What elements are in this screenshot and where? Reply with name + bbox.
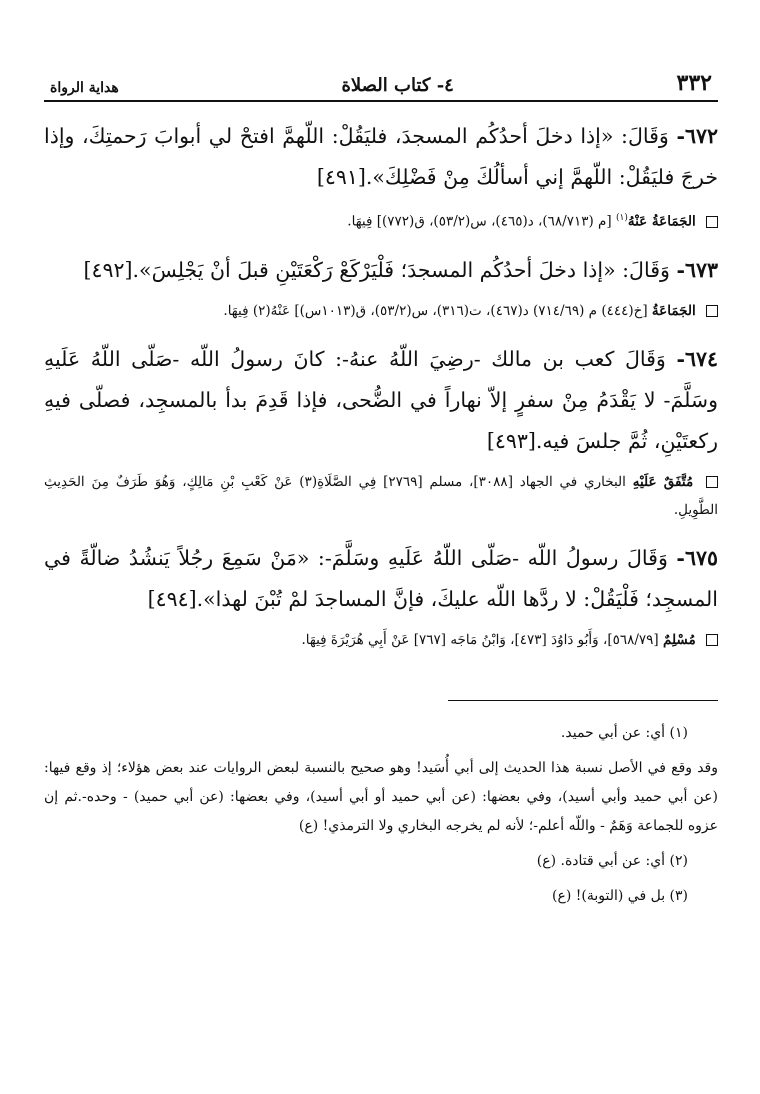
square-bullet-icon (706, 305, 718, 317)
hadith-body: وَقَالَ كعب بن مالك -رضِيَ اللّهُ عنهُ-: كانَ رسولُ اللّه -صَلّى اللّهُ عَلَيهِ وسَلَّمَ- لا يَقْدَمُ مِنْ سفرٍ إلاّ نهاراً في الضُّحى، فإذا قَدِمَ بدأ بالمسجِد، فصلّى فيهِ ركعتَيْنِ، ثُمَّ جلسَ فيه.[٤٩٣] (44, 346, 718, 453)
footnote: (٢) أي: عن أبي قتادة. (ع) (536, 852, 688, 869)
hadith-takhrij (44, 204, 718, 236)
takhrij-rest: [٥٦٨/٧٩]، وَأَبُو دَاوُدَ [٤٧٣]، وَابْنُ مَاجَه [٧٦٧] عَنْ أَبِي هُرَيْرَةَ فِيهَا. (301, 631, 663, 648)
takhrij-rest: البخاري في الجهاد [٣٠٨٨]، مسلم [٢٧٦٩] فِي الصَّلَاةِ(٣) عَنْ كَعْبِ بْنِ مَالِكٍ، وَهُوَ طَرَفٌ مِنَ الحَدِيثِ الطَّوِيلِ. (44, 473, 718, 518)
footnote-divider (448, 700, 718, 701)
takhrij-label: مُتَّفَقٌ عَلَيْهِ (632, 473, 694, 490)
takhrij-rest: [خ(٤٤٤) م (٧١٤/٦٩) د(٤٦٧)، ت(٣١٦)، س(٥٣/٢)، ق(١٠١٣س)] عَنْهُ(٢) فِيهَا. (223, 302, 652, 319)
hadith-number: ٦٧٣- (676, 257, 718, 282)
hadith-text (44, 250, 718, 291)
chapter-title: ٤- كتاب الصلاة (341, 75, 454, 96)
hadith-block (44, 116, 718, 236)
page-number: ٣٣٢ (676, 70, 712, 96)
hadith-block (44, 250, 718, 325)
hadith-number: ٦٧٥- (676, 545, 718, 570)
hadith-takhrij (44, 297, 718, 325)
takhrij-label: الجَمَاعَةُ عَنْهُ (627, 213, 696, 230)
takhrij-label: الجَمَاعَةُ (651, 302, 696, 319)
page-header (44, 60, 718, 102)
hadith-text (44, 538, 718, 620)
book-title: هداية الرواة (50, 80, 119, 96)
square-bullet-icon (706, 476, 718, 488)
takhrij-rest: [م (٦٨/٧١٣)، د(٤٦٥)، س(٥٣/٢)، ق(٧٧٢)] فِيهَا. (347, 213, 616, 230)
square-bullet-icon (706, 634, 718, 646)
hadith-body: وَقَالَ رسولُ اللّه -صَلّى اللّهُ عَلَيهِ وسَلَّمَ-: «مَنْ سَمِعَ رجُلاً يَنشُدُ ضالّةً في المسجِد؛ فَلْيَقُلْ: لا ردَّها اللّه عليكَ، فإنَّ المساجدَ لمْ تُبْنَ لهذا».[٤٩٤] (44, 545, 718, 611)
footnote-ref: (١) (615, 213, 628, 223)
square-bullet-icon (706, 216, 718, 228)
hadith-number: ٦٧٤- (676, 346, 718, 371)
takhrij-label: مُسْلِمٌ (662, 631, 696, 648)
hadith-text (44, 339, 718, 462)
hadith-takhrij (44, 626, 718, 654)
hadith-block (44, 538, 718, 654)
footnotes (44, 719, 718, 911)
footnote: (٣) بل في (التوبة)! (ع) (552, 887, 688, 904)
hadith-text (44, 116, 718, 198)
hadith-takhrij (44, 468, 718, 524)
hadith-body: وَقَالَ: «إذا دخلَ أحدُكُم المسجدَ؛ فَلْيَرْكَعْ رَكْعَتَيْنِ قبلَ أنْ يَجْلِسَ».[٤٩٢] (83, 257, 670, 282)
hadith-body: وَقَالَ: «إذا دخلَ أحدُكُم المسجدَ، فليَقُلْ: اللّهمَّ افتحْ لي أبوابَ رَحمتِكَ، وإذا خرجَ فليَقُلْ: اللّهمَّ إني أسألُكَ مِنْ فَضْلِكَ».[٤٩١] (44, 124, 718, 189)
footnote: وقد وقع في الأصل نسبة هذا الحديث إلى أبي أُسَيد! وهو صحيح بالنسبة لبعض الروايات عند بعض هؤلاء؛ إذ وقع فيها: (عن أبي حميد وأبي أسيد)، وفي بعضها: (عن أبي حميد أو أبي أسيد)، وفي بعضها: (عن أبي حميد) - وحده-.ثم إن عزوه للجماعة وَهَمٌ - واللّه أعلم-؛ لأنه لم يخرجه البخاري ولا الترمذي! (ع) (44, 759, 718, 834)
hadith-block (44, 339, 718, 524)
footnote: (١) أي: عن أبي حميد. (560, 724, 688, 741)
hadith-number: ٦٧٢- (676, 124, 718, 148)
